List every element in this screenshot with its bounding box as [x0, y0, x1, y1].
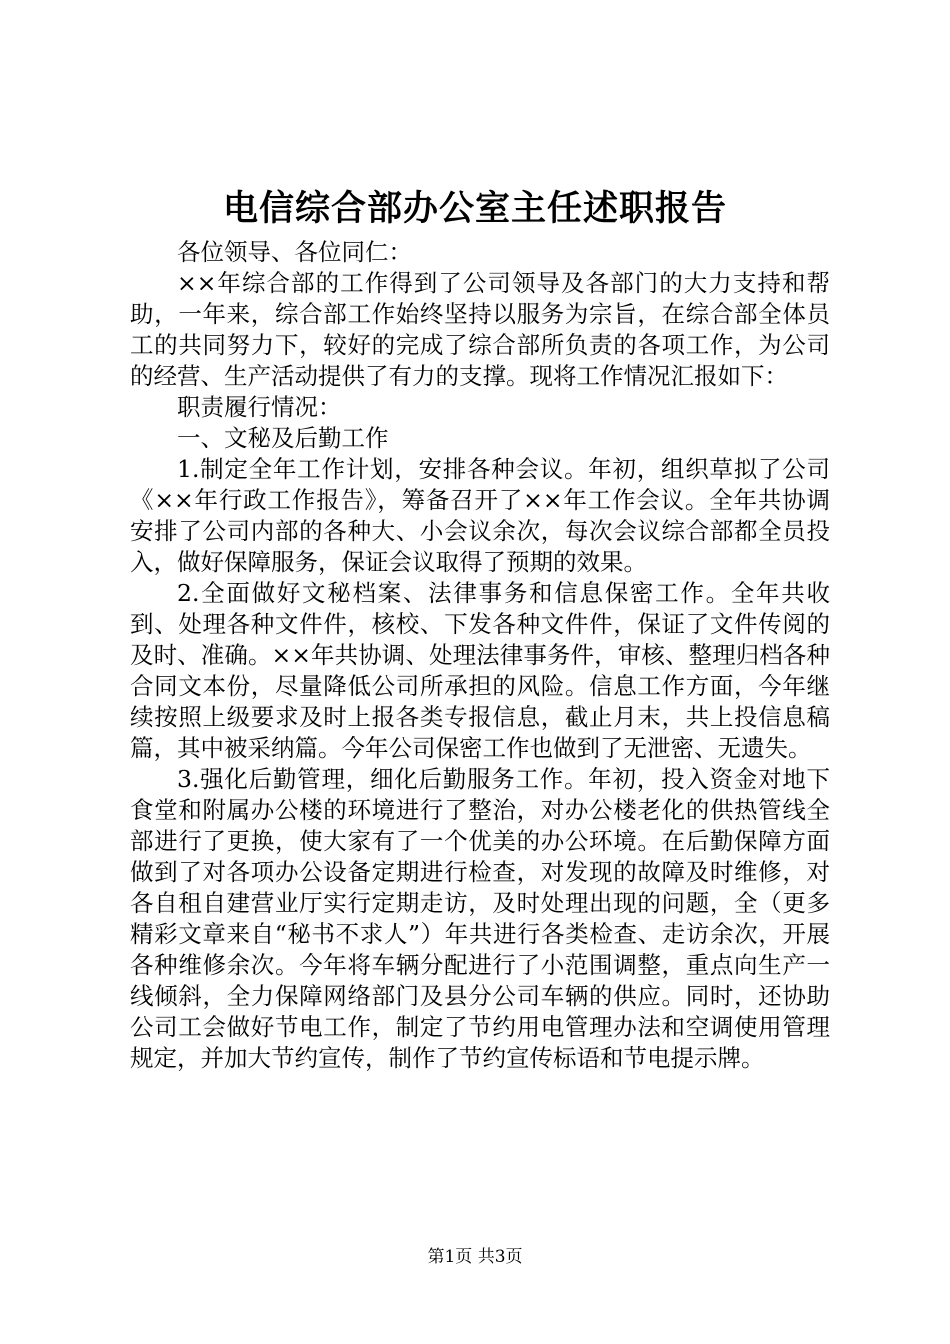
document-body [130, 237, 830, 1074]
paragraph-item-3: 3.强化后勤管理，细化后勤服务工作。年初，投入资金对地下食堂和附属办公楼的环境进行了整治，对办公楼老化的供热管线全部进行了更换，使大家有了一个优美的办公环境。在后勤保障方面做到了对各项办公设备定期进行检查，对发现的故障及时维修，对各自租自建营业厅实行定期走访，及时处理出现的问题，全（更多精彩文章来自“秘书不求人”）年共进行各类检查、走访余次，开展各种维修余次。今年将车辆分配进行了小范围调整，重点向生产一线倾斜，全力保障网络部门及县分公司车辆的供应。同时，还协助公司工会做好节电工作，制定了节约用电管理办法和空调使用管理规定，并加大节约宣传，制作了节约宣传标语和节电提示牌。 [130, 765, 830, 1072]
intro-paragraph: ××年综合部的工作得到了公司领导及各部门的大力支持和帮助，一年来，综合部工作始终坚持以服务为宗旨，在综合部全体员工的共同努力下，较好的完成了综合部所负责的各项工作，为公司的经营、生产活动提供了有力的支撑。现将工作情况汇报如下： [130, 269, 830, 390]
paragraph-item-1: 1.制定全年工作计划，安排各种会议。年初，组织草拟了公司《××年行政工作报告》，筹备召开了××年工作会议。全年共协调安排了公司内部的各种大、小会议余次，每次会议综合部都全员投入，做好保障服务，保证会议取得了预期的效果。 [130, 455, 830, 576]
section-heading: 职责履行情况： [177, 393, 342, 421]
paragraph-item-2: 2.全面做好文秘档案、法律事务和信息保密工作。全年共收到、处理各种文件件，核校、下发各种文件件，保证了文件传阅的及时、准确。××年共协调、处理法律事务件，审核、整理归档各种合同文本份，尽量降低公司所承担的风险。信息工作方面，今年继续按照上级要求及时上报各类专报信息，截止月末，共上投信息稿篇，其中被采纳篇。今年公司保密工作也做到了无泄密、无遗失。 [130, 579, 830, 762]
salutation: 各位领导、各位同仁： [177, 238, 412, 266]
page-number-footer: 第1页 共3页 [427, 1247, 523, 1267]
document-title: 电信综合部办公室主任述职报告 [222, 188, 727, 229]
subsection-heading: 一、文秘及后勤工作 [177, 424, 389, 452]
